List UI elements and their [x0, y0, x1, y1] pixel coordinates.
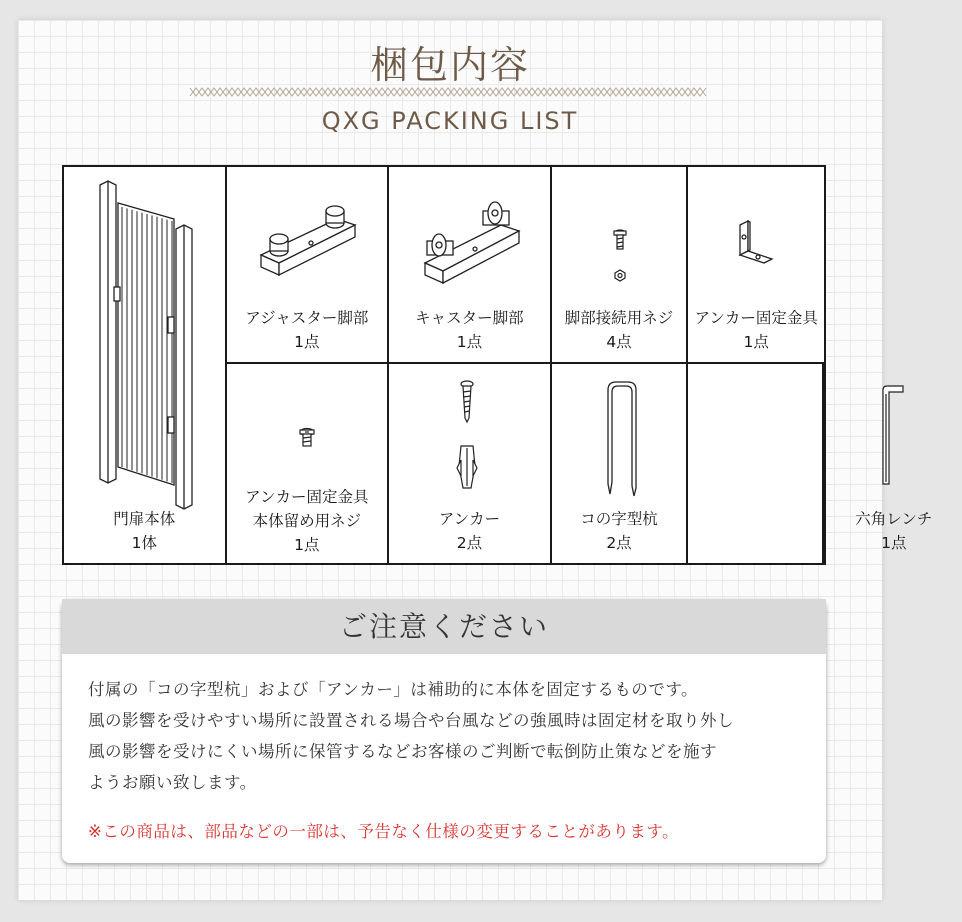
- caster-foot-icon: [389, 167, 549, 307]
- part-name: アンカー: [438, 510, 501, 528]
- part-qty: 1点: [743, 333, 769, 351]
- page-subtitle: QXG PACKING LIST: [321, 107, 579, 135]
- adjuster-foot-icon: [227, 167, 387, 307]
- part-cell-foot-screws: [551, 166, 688, 363]
- part-name-line2: 本体留め用ネジ: [252, 512, 362, 530]
- small-screw-icon: [227, 364, 387, 494]
- packing-list-page: [18, 20, 933, 900]
- part-qty: 2点: [606, 534, 632, 552]
- part-qty: 1点: [294, 333, 320, 351]
- notice-line: 風の影響を受けにくい場所に保管するなどお客様のご判断で転倒防止策などを施す: [88, 742, 717, 761]
- notice-line: 風の影響を受けやすい場所に設置される場合や台風などの強風時は固定材を取り外し: [88, 711, 734, 730]
- part-cell-anchor-bracket: [687, 166, 825, 363]
- part-name: 門扉本体: [113, 510, 176, 528]
- part-name: アンカー固定金具: [694, 309, 818, 327]
- zigzag-divider: [190, 86, 710, 98]
- part-cell-hex-wrench: [687, 363, 933, 564]
- notice-body: [62, 654, 826, 847]
- part-name: 六角レンチ: [855, 510, 933, 528]
- part-cell-adjuster-foot: [226, 166, 389, 363]
- page-title: 梱包内容: [369, 43, 530, 87]
- notice-line: ようお願い致します。: [88, 773, 257, 792]
- part-name: キャスター脚部: [415, 309, 524, 327]
- part-cell-caster-foot: [388, 166, 551, 363]
- hex-wrench-icon: [825, 364, 961, 504]
- part-name-line1: アンカー固定金具: [245, 488, 369, 506]
- part-name: コの字型杭: [580, 510, 658, 528]
- part-name: 脚部接続用ネジ: [564, 309, 674, 327]
- notice-warning: ※この商品は、部品などの一部は、予告なく仕様の変更することがあります。: [88, 822, 680, 841]
- part-cell-anchor: [388, 363, 551, 564]
- part-qty: 2点: [456, 534, 483, 552]
- part-qty: 1点: [456, 333, 483, 351]
- part-qty: 1体: [131, 534, 157, 552]
- parts-table: [62, 165, 933, 565]
- notice-box: [62, 599, 826, 863]
- part-qty: 1点: [881, 534, 907, 552]
- part-cell-bracket-screws: [226, 363, 389, 564]
- part-qty: 1点: [294, 536, 320, 554]
- notice-title: ご注意ください: [62, 599, 826, 654]
- screw-nut-icon: [552, 167, 688, 307]
- angle-bracket-icon: [688, 167, 824, 307]
- anchor-plug-icon: [389, 364, 549, 504]
- part-name: アジャスター脚部: [245, 309, 369, 327]
- notice-line: 付属の「コの字型杭」および「アンカー」は補助的に本体を固定するものです。: [88, 680, 699, 699]
- part-cell-gate: [63, 166, 226, 564]
- gate-panel-icon: [64, 167, 224, 563]
- part-qty: 4点: [606, 333, 632, 351]
- part-cell-u-stake: [551, 363, 688, 564]
